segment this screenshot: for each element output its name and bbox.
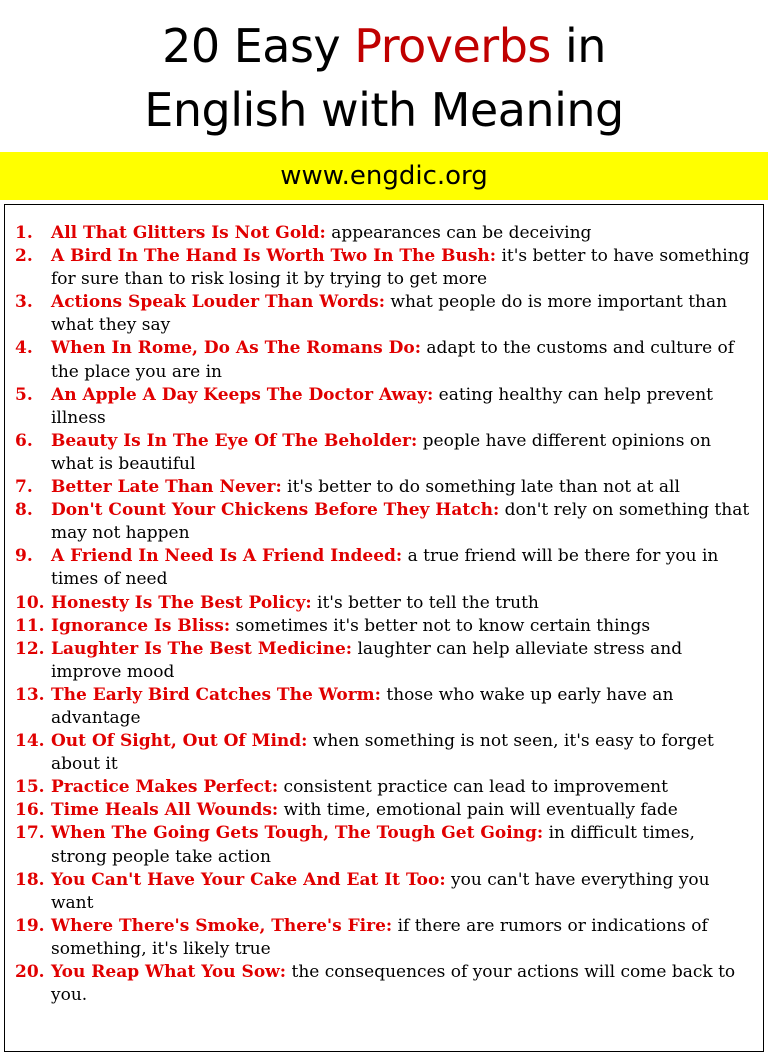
list-number: 11. [15, 615, 45, 636]
list-item [4, 499, 752, 545]
proverb-phrase: All That Glitters Is Not Gold: [51, 223, 326, 243]
list-item [4, 638, 752, 684]
website-link[interactable]: www.engdic.org [280, 161, 488, 191]
title-line-1 [0, 14, 768, 78]
proverb-meaning: in difficult times, strong people take action [51, 823, 695, 867]
proverb-meaning: appearances can be deceiving [331, 223, 592, 243]
proverb-meaning: eating healthy can help prevent illness [51, 384, 713, 428]
list-number: 13. [15, 684, 45, 705]
list-number: 20. [15, 962, 45, 982]
proverb-phrase: Laughter Is The Best Medicine: [51, 638, 353, 659]
list-number: 10. [15, 592, 45, 613]
list-number: 7. [15, 477, 33, 498]
list-number: 19. [15, 915, 45, 936]
proverb-meaning: it's better to tell the truth [317, 592, 539, 613]
list-number: 5. [15, 384, 33, 405]
title-accent-word: Proverbs [354, 19, 551, 73]
list-item [4, 730, 752, 776]
proverb-phrase: When In Rome, Do As The Romans Do: [51, 338, 421, 359]
proverb-meaning: those who wake up early have an advantage [51, 684, 674, 728]
proverb-phrase: Honesty Is The Best Policy: [51, 592, 312, 613]
proverb-meaning: you can't have everything you want [51, 869, 710, 913]
title-text-end: in [550, 19, 606, 73]
list-item [4, 291, 752, 337]
list-number: 3. [15, 292, 33, 313]
list-item [4, 915, 752, 961]
list-item [4, 799, 752, 822]
proverb-meaning: laughter can help alleviate stress and improve mood [51, 638, 683, 682]
proverb-meaning: people have different opinions on what is beautiful [51, 430, 712, 474]
proverb-phrase: Better Late Than Never: [51, 477, 282, 498]
list-number: 17. [15, 823, 45, 844]
title-text-start: 20 Easy [162, 19, 355, 73]
proverb-phrase: An Apple A Day Keeps The Doctor Away: [51, 384, 434, 405]
proverb-meaning: it's better to have something for sure than to risk losing it by trying to get more [51, 246, 750, 290]
title-line-2: English with Meaning [144, 83, 624, 137]
list-number: 2. [15, 246, 33, 267]
list-item [4, 430, 752, 476]
list-number: 15. [15, 777, 45, 798]
list-number: 18. [15, 869, 45, 890]
proverb-phrase: Where There's Smoke, There's Fire: [51, 915, 393, 936]
proverb-phrase: When The Going Gets Tough, The Tough Get Going: [51, 823, 544, 844]
proverb-meaning: the consequences of your actions will come back to you. [51, 962, 736, 1006]
list-number: 12. [15, 638, 45, 659]
list-item [4, 592, 752, 615]
proverb-meaning: when something is not seen, it's easy to forget about it [51, 731, 714, 775]
proverb-phrase: You Can't Have Your Cake And Eat It Too: [51, 869, 446, 890]
proverbs-list [4, 222, 752, 1007]
proverb-phrase: Practice Makes Perfect: [51, 777, 279, 798]
list-item [4, 684, 752, 730]
proverb-phrase: Ignorance Is Bliss: [51, 615, 231, 636]
list-item [4, 384, 752, 430]
proverb-meaning: with time, emotional pain will eventually fade [283, 800, 678, 821]
proverb-meaning: it's better to do something late than not at all [287, 477, 680, 498]
proverb-meaning: if there are rumors or indications of something, it's likely true [51, 915, 708, 959]
proverb-phrase: Don't Count Your Chickens Before They Hatch: [51, 500, 500, 521]
proverb-meaning: a true friend will be there for you in times of need [51, 546, 719, 590]
proverb-phrase: A Bird In The Hand Is Worth Two In The Bush: [51, 246, 497, 267]
list-item [4, 776, 752, 799]
list-item [4, 476, 752, 499]
list-number: 9. [15, 546, 33, 567]
list-number: 14. [15, 731, 45, 752]
proverb-phrase: You Reap What You Sow: [51, 962, 287, 982]
proverb-phrase: Out Of Sight, Out Of Mind: [51, 731, 308, 752]
proverb-phrase: The Early Bird Catches The Worm: [51, 684, 381, 705]
page-title [0, 14, 768, 142]
list-item [4, 961, 752, 1007]
list-number: 6. [15, 430, 33, 451]
proverb-phrase: Beauty Is In The Eye Of The Beholder: [51, 430, 418, 451]
proverb-meaning: consistent practice can lead to improvement [283, 777, 668, 798]
proverb-meaning: don't rely on something that may not happen [51, 500, 750, 544]
website-banner [0, 152, 768, 200]
list-item [4, 822, 752, 868]
list-item [4, 615, 752, 638]
list-number: 16. [15, 800, 45, 821]
proverb-meaning: sometimes it's better not to know certain things [235, 615, 651, 636]
list-number: 1. [15, 223, 33, 243]
list-item [4, 869, 752, 915]
list-item [4, 545, 752, 591]
proverb-phrase: Time Heals All Wounds: [51, 800, 279, 821]
proverb-meaning: adapt to the customs and culture of the place you are in [51, 338, 735, 382]
proverb-phrase: Actions Speak Louder Than Words: [51, 292, 385, 313]
proverb-meaning: what people do is more important than what they say [51, 292, 728, 336]
list-item [4, 222, 752, 245]
list-number: 4. [15, 338, 33, 359]
list-item [4, 337, 752, 383]
proverb-phrase: A Friend In Need Is A Friend Indeed: [51, 546, 403, 567]
list-number: 8. [15, 500, 33, 521]
list-item [4, 245, 752, 291]
